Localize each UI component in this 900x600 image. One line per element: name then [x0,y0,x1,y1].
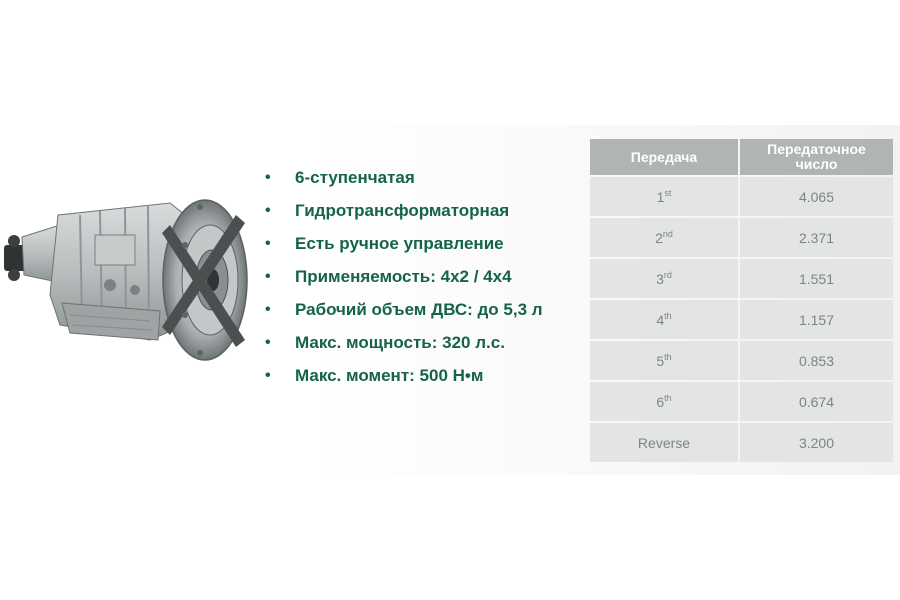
ratio-cell: 0.674 [740,382,893,421]
feature-text: Макс. момент: 500 Н•м [295,366,484,385]
bullet-icon: • [265,202,271,219]
feature-text: 6-ступенчатая [295,168,415,187]
bullet-icon: • [265,301,271,318]
table-row [590,259,893,298]
header-ratio: Передаточное число [740,139,893,175]
gear-ratio-table [588,137,895,464]
gear-suffix: th [664,311,672,321]
gear-cell [590,259,738,298]
table-row [590,177,893,216]
gear-number: 6 [656,394,665,410]
table-header-row [590,139,893,175]
table-row [590,341,893,380]
feature-item [262,330,543,363]
bullet-icon: • [265,268,271,285]
gear-suffix: rd [663,270,672,280]
gear-cell [590,300,738,339]
gear-number: 4 [656,312,665,328]
feature-text: Есть ручное управление [295,234,504,253]
gear-cell [590,177,738,216]
transmission-image [0,175,250,365]
gear-number: 3 [656,271,664,287]
feature-text: Макс. мощность: 320 л.с. [295,333,505,352]
gear-number: 1 [656,189,665,205]
table-row [590,382,893,421]
ratio-cell: 4.065 [740,177,893,216]
gear-number: 2 [655,230,663,246]
gear-suffix: th [664,352,672,362]
gear-suffix: th [664,393,672,403]
ratio-cell: 1.551 [740,259,893,298]
header-gear: Передача [590,139,738,175]
gear-cell [590,218,738,257]
feature-text: Гидротрансформаторная [295,201,510,220]
gear-number: 5 [656,353,665,369]
feature-item [262,198,543,231]
table-row [590,423,893,462]
table-row [590,300,893,339]
gear-cell [590,423,738,462]
ratio-cell: 1.157 [740,300,893,339]
ratio-cell: 3.200 [740,423,893,462]
ratio-cell: 2.371 [740,218,893,257]
feature-item [262,363,543,396]
feature-item [262,231,543,264]
bullet-icon: • [265,367,271,384]
feature-item [262,165,543,198]
gear-cell [590,382,738,421]
bullet-icon: • [265,235,271,252]
gear-suffix: nd [662,229,673,239]
feature-list [262,165,543,396]
feature-item [262,297,543,330]
ratio-cell: 0.853 [740,341,893,380]
gear-suffix: st [664,188,672,198]
gear-cell [590,341,738,380]
feature-text: Рабочий объем ДВС: до 5,3 л [295,300,543,319]
feature-item [262,264,543,297]
table-row [590,218,893,257]
gear-number: Reverse [637,435,691,451]
feature-text: Применяемость: 4х2 / 4х4 [295,267,512,286]
bullet-icon: • [265,169,271,186]
bullet-icon: • [265,334,271,351]
